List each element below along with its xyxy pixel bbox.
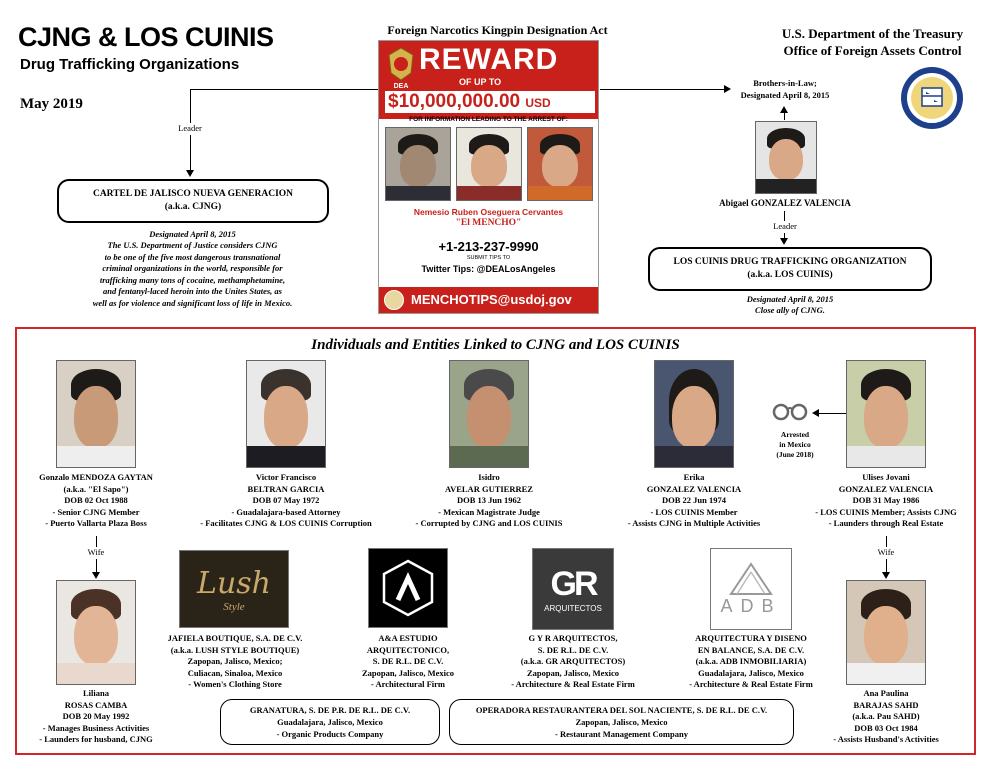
cjng-name: CARTEL DE JALISCO NUEVA GENERACION (92, 189, 294, 199)
arrow-down-icon (780, 238, 788, 245)
spouse-caption-ana (806, 688, 966, 746)
poster-twitter: Twitter Tips: @DEALosAngeles (421, 264, 556, 274)
triangle-logo-icon (729, 562, 773, 596)
treasury-line2: Office of Foreign Assets Control (783, 43, 962, 58)
person-caption-erika (604, 472, 784, 530)
caption-line: (a.k.a. GR ARQUITECTOS) (520, 656, 626, 666)
entity-caption-jafiela (149, 633, 321, 691)
granatura-line: GRANATURA, S. DE P.R. DE R.L. DE C.V. (249, 705, 411, 715)
poster-submit: SUBMIT TIPS TO (466, 255, 511, 261)
caption-line: - Architecture & Real Estate Firm (689, 679, 813, 689)
victor-photo (246, 360, 326, 468)
wife-label-left: Wife (76, 547, 116, 559)
cjng-box (57, 179, 329, 223)
caption-line: - Senior CJNG Member (52, 506, 140, 517)
poster-currency: USD (525, 96, 551, 110)
caption-line: BELTRAN GARCIA (247, 483, 325, 494)
caption-line: DOB 02 Oct 1988 (64, 495, 128, 505)
mencho-photo-1 (385, 127, 451, 201)
caption-line: S. DE R.L. DE C.V. (537, 644, 609, 655)
mencho-photo-2 (456, 127, 522, 201)
caption-line: JAFIELA BOUTIQUE, S.A. DE C.V. (167, 633, 303, 643)
caption-line: - LOS CUINIS Member; Assists CJNG (815, 506, 957, 517)
wife-label-right: Wife (866, 547, 906, 559)
cuinis-aka: (a.k.a. LOS CUINIS) (747, 270, 833, 280)
cjng-desc-line: and fentanyl-laced heroin into the Unites States, as (103, 286, 282, 296)
erika-photo (654, 360, 734, 468)
treasury-seal-icon (900, 66, 964, 130)
person-caption-isidro (399, 472, 579, 530)
caption-line: DOB 03 Oct 1984 (854, 722, 918, 733)
relation-line2: Designated April 8, 2015 (740, 89, 830, 100)
caption-line: DOB 07 May 1972 (252, 495, 320, 505)
cjng-desc-line: trafficking many tons of cocaine, methamphetamine, (99, 274, 286, 285)
person-caption-ulises (796, 472, 976, 530)
caption-line: Victor Francisco (255, 472, 317, 482)
report-date: May 2019 (20, 96, 83, 112)
granatura-box (220, 699, 440, 745)
caption-line: - LOS CUINIS Member (650, 506, 738, 517)
caption-line: - Launders for husband, CJNG (39, 734, 153, 744)
caption-line: Isidro (478, 472, 500, 482)
entity-caption-gyr (493, 633, 653, 691)
caption-line: - Women's Clothing Store (188, 679, 282, 689)
gr-logo-text: GR (550, 565, 596, 603)
cjng-aka: (a.k.a. CJNG) (164, 202, 222, 212)
adb-logo-text: ADB (720, 595, 782, 616)
operadora-box (449, 699, 794, 745)
cuinis-leader-label: Leader (755, 221, 815, 233)
abigael-photo (755, 121, 817, 194)
page-subtitle: Drug Trafficking Organizations (20, 56, 240, 73)
poster-dea-label: DEA (393, 83, 409, 90)
cuinis-name: LOS CUINIS DRUG TRAFFICKING ORGANIZATION (673, 257, 907, 267)
arrested-line: (June 2018) (776, 450, 814, 459)
caption-line: DOB 22 Jun 1974 (662, 495, 726, 505)
lush-logo-sub: Style (223, 600, 245, 613)
poster-reward: REWARD (419, 43, 559, 76)
doj-seal-icon (384, 290, 404, 310)
caption-line: - Launders through Real Estate (828, 518, 944, 528)
granatura-line: Guadalajara, Jalisco, Mexico (277, 717, 383, 727)
handcuffs-icon (772, 400, 808, 422)
page-title: CJNG & LOS CUINIS (18, 22, 274, 52)
adb-logo (710, 548, 792, 630)
spouse-caption-liliana (16, 688, 176, 746)
caption-line: S. DE R.L. DE C.V. (372, 656, 444, 666)
caption-line: Zapopan, Jalisco, Mexico (361, 667, 455, 678)
caption-line: GONZALEZ VALENCIA (838, 483, 934, 494)
ulises-photo (846, 360, 926, 468)
person-caption-victor (186, 472, 386, 530)
dea-badge-icon (387, 47, 415, 81)
caption-line: Erika (683, 472, 705, 482)
caption-line: Culiacan, Sinaloa, Mexico (187, 667, 283, 678)
arrow-left-icon (812, 409, 819, 417)
arrested-note (760, 430, 830, 460)
poster-name: Nemesio Ruben Oseguera Cervantes (413, 207, 564, 217)
cjng-leader-label: Leader (160, 123, 220, 135)
connector-abigael-up (784, 112, 785, 120)
relation-line1: Brothers-in-Law; (753, 78, 817, 88)
connector-top-left-h (190, 89, 378, 90)
reward-poster (378, 40, 599, 314)
caption-line: DOB 13 Jun 1962 (457, 495, 521, 505)
poster-of-up-to: OF UP TO (459, 77, 502, 87)
arrow-down-icon (186, 170, 194, 177)
arrested-line: in Mexico (779, 440, 811, 449)
caption-line: DOB 20 May 1992 (62, 711, 130, 721)
caption-line: - Guadalajara-based Attorney (231, 506, 341, 517)
caption-line: Zapopan, Jalisco, Mexico (526, 667, 620, 678)
gr-logo-sub: ARQUITECTOS (544, 604, 602, 613)
cuinis-box (648, 247, 932, 291)
caption-line: - Architectural Firm (371, 679, 445, 689)
connector-top-right-h (600, 89, 725, 90)
person-caption-gonzalo (16, 472, 176, 530)
entity-caption-adb (671, 633, 831, 691)
operadora-line: OPERADORA RESTAURANTERA DEL SOL NACIENTE, S. DE R.L. DE C.V. (475, 705, 768, 715)
cjng-desc-line: well as for violence and significant loss of life in Mexico. (92, 297, 293, 308)
caption-line: Ulises Jovani (862, 472, 910, 482)
caption-line: - Assists CJNG in Multiple Activities (627, 518, 761, 528)
mencho-photo-3 (527, 127, 593, 201)
caption-line: EN BALANCE, S.A. DE C.V. (697, 644, 805, 655)
gonzalo-photo (56, 360, 136, 468)
poster-phone: +1-213-237-9990 (438, 239, 539, 254)
caption-line: - Assists Husband's Activities (833, 734, 939, 744)
caption-line: (a.k.a. "El Sapo") (63, 483, 129, 494)
cuinis-designated: Designated April 8, 2015 (746, 294, 834, 304)
caption-line: ARQUITECTURA Y DISENO (695, 633, 807, 643)
isidro-photo (449, 360, 529, 468)
caption-line: Zapopan, Jalisco, Mexico; (187, 656, 283, 666)
aa-estudio-logo (368, 548, 448, 628)
caption-line: AVELAR GUTIERREZ (445, 483, 533, 494)
caption-line: (a.k.a. ADB INMOBILIARIA) (695, 656, 807, 666)
caption-line: - Architecture & Real Estate Firm (511, 679, 635, 689)
arrow-down-icon (882, 572, 890, 579)
caption-line: (a.k.a. LUSH STYLE BOUTIQUE) (170, 644, 300, 655)
arrow-down-icon (92, 572, 100, 579)
caption-line: Liliana (83, 688, 109, 698)
operadora-line: Zapopan, Jalisco, Mexico (575, 717, 668, 727)
poster-footer (379, 287, 598, 313)
poster-alias: "El MENCHO" (455, 218, 522, 228)
cuinis-note: Close ally of CJNG. (755, 305, 825, 315)
poster-info: FOR INFORMATION LEADING TO THE ARREST OF: (409, 116, 568, 123)
cjng-desc-line: to be one of the five most dangerous transnational (104, 251, 281, 262)
caption-line: GONZALEZ VALENCIA (646, 483, 742, 494)
brothers-in-law (710, 78, 860, 101)
caption-line: Ana Paulina (863, 688, 909, 698)
gr-arquitectos-logo (532, 548, 614, 630)
treasury-line1: U.S. Department of the Treasury (781, 26, 964, 41)
cjng-description (40, 240, 345, 309)
entity-caption-aa (333, 633, 483, 691)
act-title: Foreign Narcotics Kingpin Designation Act (387, 23, 608, 37)
liliana-photo (56, 580, 136, 685)
cjng-desc-line: criminal organizations in the world, responsible for (102, 263, 283, 273)
caption-line: - Puerto Vallarta Plaza Boss (45, 518, 147, 528)
caption-line: DOB 31 May 1986 (852, 495, 920, 505)
poster-amount-value: $10,000,000.00 (388, 91, 521, 112)
section-title: Individuals and Entities Linked to CJNG and LOS CUINIS (311, 337, 680, 353)
caption-line: - Facilitates CJNG & LOS CUINIS Corruption (200, 518, 372, 528)
lush-style-logo (179, 550, 289, 628)
caption-line: Gonzalo MENDOZA GAYTAN (39, 472, 153, 482)
caption-line: (a.k.a. Pau SAHD) (852, 711, 920, 721)
seal-year: 1789 (927, 120, 937, 125)
operadora-line: - Restaurant Management Company (555, 729, 688, 739)
hexagon-a-icon (380, 558, 436, 618)
caption-line: ARQUITECTONICO, (366, 644, 450, 655)
ana-paulina-photo (846, 580, 926, 685)
caption-line: BARAJAS SAHD (853, 699, 919, 710)
caption-line: - Mexican Magistrate Judge (438, 506, 540, 517)
caption-line: A&A ESTUDIO (378, 633, 438, 643)
abigael-name: Abigael GONZALEZ VALENCIA (719, 198, 851, 208)
granatura-line: - Organic Products Company (276, 729, 384, 739)
arrested-line: Arrested (780, 430, 810, 439)
caption-line: - Corrupted by CJNG and LOS CUINIS (415, 518, 563, 528)
poster-email: MENCHOTIPS@usdoj.gov (411, 292, 572, 307)
connector-arrested (818, 413, 846, 414)
lush-logo-text: Lush (197, 565, 271, 601)
cjng-desc-line: The U.S. Department of Justice considers CJNG (107, 240, 278, 250)
caption-line: ROSAS CAMBA (64, 699, 128, 710)
poster-amount (385, 91, 595, 113)
cjng-designated: Designated April 8, 2015 (149, 229, 236, 239)
caption-line: G Y R ARQUITECTOS, (528, 633, 618, 643)
caption-line: - Manages Business Activities (42, 722, 150, 733)
caption-line: Guadalajara, Jalisco, Mexico (698, 667, 804, 678)
